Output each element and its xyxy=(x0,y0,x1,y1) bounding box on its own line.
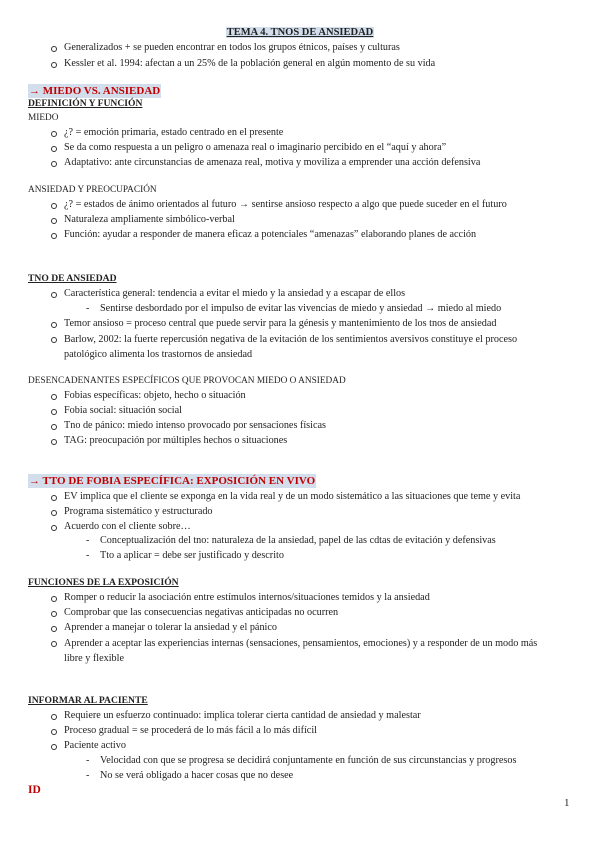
miedo-bullet: Se da como respuesta a un peligro o amenaza real o imaginario percibido en el “aquí y ahora” xyxy=(64,142,447,153)
section-heading-miedo-vs-ansiedad: → MIEDO VS. ANSIEDAD xyxy=(29,85,161,97)
subheading-definicion-funcion: DEFINICIÓN Y FUNCIÓN xyxy=(28,98,143,109)
miedo-bullet: Adaptativo: ante circunstancias de amenaza real, motiva y moviliza a emprender una acción defensiva xyxy=(64,157,481,168)
desencadenantes-bullet: Fobia social: situación social xyxy=(64,405,182,416)
informar-bullet: Proceso gradual = se procederá de lo más fácil a lo más difícil xyxy=(64,725,317,736)
ansiedad-bullet: ¿? = estados de ánimo orientados al futuro → sentirse ansioso respecto a algo que puede suceder en el futuro xyxy=(64,199,507,210)
page-title-row xyxy=(0,26,600,40)
subheading-tno-ansiedad: TNO DE ANSIEDAD xyxy=(28,273,117,284)
id-mark: ID xyxy=(28,784,41,796)
tno-sub-bullet: - Sentirse desbordado por el impulso de evitar las vivencias de miedo y ansiedad → miedo al miedo xyxy=(100,302,501,316)
funciones-bullet: Romper o reducir la asociación entre estímulos internos/situaciones temidos y la ansiedad xyxy=(64,592,430,603)
desencadenantes-bullet: Tno de pánico: miedo intenso provocado por sensaciones físicas xyxy=(64,420,326,431)
intro-bullet: Generalizados + se pueden encontrar en todos los grupos étnicos, países y culturas xyxy=(64,42,400,53)
informar-bullet: Requiere un esfuerzo continuado: implica tolerar cierta cantidad de ansiedad y malestar xyxy=(64,710,421,721)
funciones-bullet: Aprender a aceptar las experiencias internas (sensaciones, pensamientos, emociones) y a responder de un modo más libre y flexible xyxy=(64,636,558,666)
intro-bullet: Kessler et al. 1994: afectan a un 25% de la población general en algún momento de su vida xyxy=(64,58,436,69)
subheading-funciones-exposicion: FUNCIONES DE LA EXPOSICIÓN xyxy=(28,577,179,588)
miedo-bullet: ¿? = emoción primaria, estado centrado en el presente xyxy=(64,127,284,138)
label-desencadenantes: DESENCADENANTES ESPECÍFICOS QUE PROVOCAN MIEDO O ANSIEDAD xyxy=(28,376,346,386)
tno-bullet: Característica general: tendencia a evitar el miedo y la ansiedad y a escapar de ellos xyxy=(64,288,406,299)
funciones-bullet: Comprobar que las consecuencias negativas anticipadas no ocurren xyxy=(64,607,339,618)
tto-sub-bullet: - Tto a aplicar = debe ser justificado y descrito xyxy=(100,549,284,563)
informar-bullet: Paciente activo xyxy=(64,740,126,751)
tno-bullet: Temor ansioso = proceso central que puede servir para la génesis y mantenimiento de los tnos de ansiedad xyxy=(64,318,497,329)
label-miedo: MIEDO xyxy=(28,113,59,123)
label-ansiedad-preocupacion: ANSIEDAD Y PREOCUPACIÓN xyxy=(28,185,157,195)
desencadenantes-bullet: Fobias específicas: objeto, hecho o situación xyxy=(64,390,246,401)
desencadenantes-bullet: TAG: preocupación por múltiples hechos o situaciones xyxy=(64,435,288,446)
page-number: 1 xyxy=(564,797,570,809)
informar-sub-bullet: - No se verá obligado a hacer cosas que no desee xyxy=(100,769,293,783)
section-heading-tto-fobia: → TTO DE FOBIA ESPECÍFICA: EXPOSICIÓN EN VIVO xyxy=(29,475,316,487)
informar-sub-bullet: - Velocidad con que se progresa se decidirá conjuntamente en función de sus circunstancias y progresos xyxy=(100,754,516,768)
tno-bullet: Barlow, 2002: la fuerte repercusión negativa de la evitación de los sentimientos aversivos constituye el proceso patológico alimenta los trastornos de ansiedad xyxy=(64,332,558,362)
funciones-bullet: Aprender a manejar o tolerar la ansiedad y el pánico xyxy=(64,622,277,633)
page-title: TEMA 4. TNOS DE ANSIEDAD xyxy=(226,27,374,38)
tto-bullet: Programa sistemático y estructurado xyxy=(64,506,213,517)
ansiedad-bullet: Función: ayudar a responder de manera eficaz a potenciales “amenazas” elaborando planes de acción xyxy=(64,229,477,240)
subheading-informar-paciente: INFORMAR AL PACIENTE xyxy=(28,695,148,706)
tto-sub-bullet: - Conceptualización del tno: naturaleza de la ansiedad, papel de las cdtas de evitación y defensivas xyxy=(100,534,496,548)
tto-bullet: EV implica que el cliente se exponga en la vida real y de un modo sistemático a las situaciones que teme y evita xyxy=(64,491,521,502)
ansiedad-bullet: Naturaleza ampliamente simbólico-verbal xyxy=(64,214,235,225)
tto-bullet: Acuerdo con el cliente sobre… xyxy=(64,521,191,532)
